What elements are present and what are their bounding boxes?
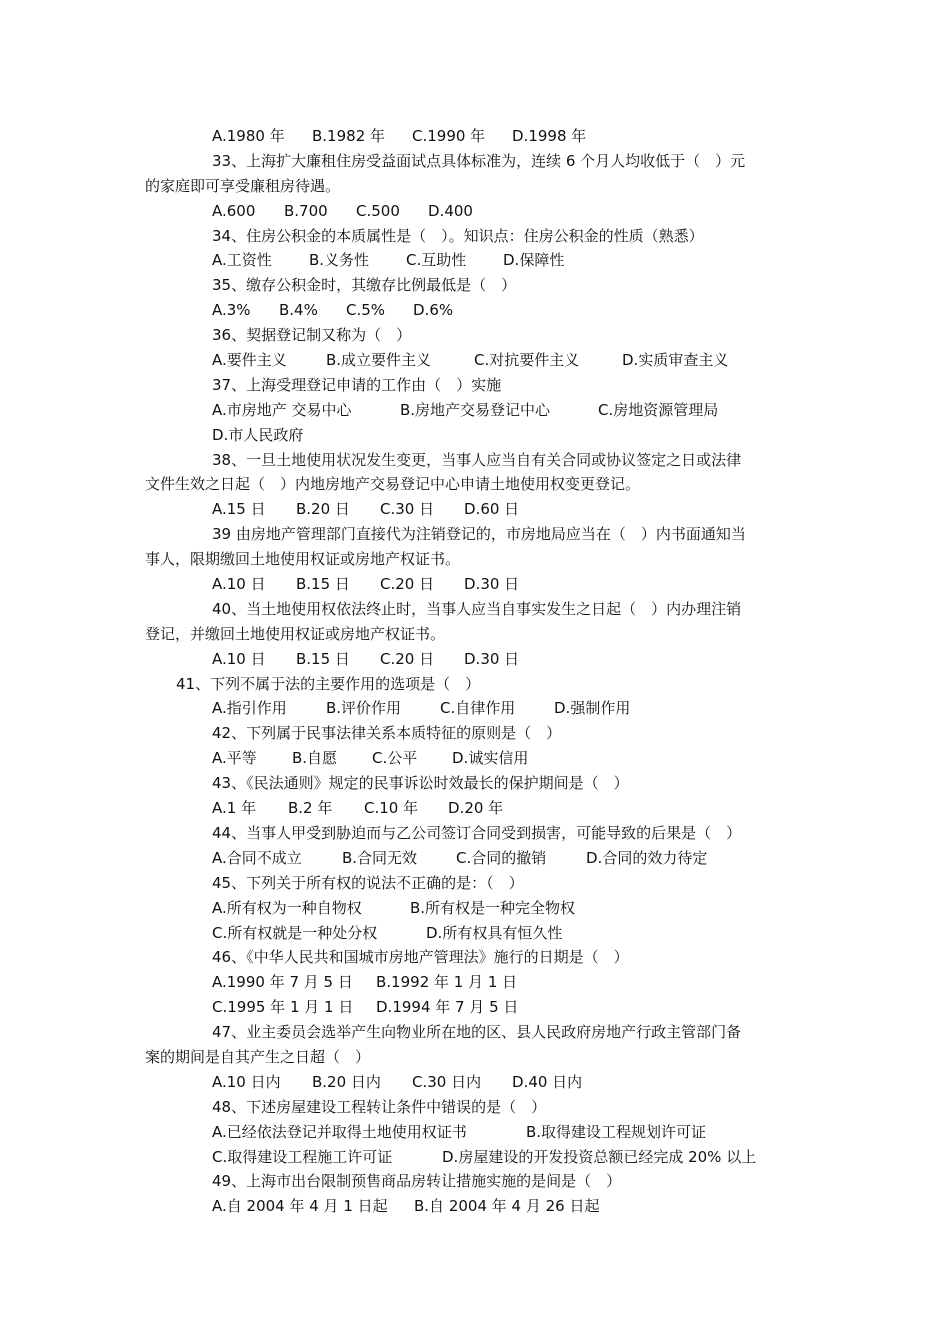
answer-option: C.30 日内 bbox=[412, 1072, 482, 1091]
answer-option: C.5% bbox=[346, 301, 386, 320]
answer-option: A.平等 bbox=[212, 749, 257, 768]
answer-option: D.30 日 bbox=[464, 649, 520, 668]
answer-option: B.15 日 bbox=[296, 649, 350, 668]
answer-option: B.房地产交易登记中心 bbox=[400, 400, 551, 419]
answer-option: D.房屋建设的开发投资总额已经完成 20% 以上 bbox=[442, 1147, 757, 1166]
answer-option: A.3% bbox=[212, 301, 251, 320]
answer-options bbox=[0, 124, 950, 149]
answer-options bbox=[0, 1194, 950, 1219]
answer-option: A.所有权为一种自物权 bbox=[212, 898, 362, 917]
answer-options bbox=[0, 995, 950, 1020]
question-continuation: 事人，限期缴回土地使用权证或房地产权证书。 bbox=[145, 550, 461, 569]
question-text: 44、当事人甲受到胁迫而与乙公司签订合同受到损害，可能导致的后果是（ ） bbox=[212, 823, 742, 842]
question-text: 45、下列关于所有权的说法不正确的是：（ ） bbox=[212, 873, 524, 892]
answer-option: C.500 bbox=[356, 201, 400, 220]
answer-option: D.1994 年 7 月 5 日 bbox=[376, 998, 519, 1017]
answer-options bbox=[0, 298, 950, 323]
answer-options bbox=[0, 199, 950, 224]
answer-option: B.自愿 bbox=[292, 749, 338, 768]
answer-option: B.700 bbox=[284, 201, 328, 220]
answer-options bbox=[0, 696, 950, 721]
answer-option: B.取得建设工程规划许可证 bbox=[526, 1122, 707, 1141]
question-text: 38、一旦土地使用状况发生变更，当事人应当自有关合同或协议签定之日或法律 bbox=[212, 450, 742, 469]
answer-option: D.6% bbox=[413, 301, 454, 320]
answer-option: C.互助性 bbox=[406, 251, 467, 270]
answer-option: A.1 年 bbox=[212, 799, 257, 818]
question-text: 36、契据登记制又称为（ ） bbox=[212, 326, 412, 345]
answer-option: B.合同无效 bbox=[342, 848, 418, 867]
answer-options bbox=[0, 1145, 950, 1170]
answer-option: B.15 日 bbox=[296, 575, 350, 594]
question-text: 47、业主委员会选举产生向物业所在地的区、县人民政府房地产行政主管部门备 bbox=[212, 1023, 742, 1042]
answer-option: B.2 年 bbox=[288, 799, 333, 818]
answer-option: D.保障性 bbox=[503, 251, 565, 270]
answer-options bbox=[0, 1120, 950, 1145]
answer-options bbox=[0, 921, 950, 946]
answer-option: D.强制作用 bbox=[554, 699, 631, 718]
answer-option: C.所有权就是一种处分权 bbox=[212, 923, 378, 942]
answer-option: A.市房地产 交易中心 bbox=[212, 400, 352, 419]
answer-option: C.1990 年 bbox=[412, 127, 486, 145]
answer-options bbox=[0, 423, 950, 448]
answer-option: A.10 日 bbox=[212, 649, 266, 668]
answer-option: C.对抗要件主义 bbox=[474, 351, 580, 370]
answer-option: A.合同不成立 bbox=[212, 848, 302, 867]
answer-option: A.已经依法登记并取得土地使用权证书 bbox=[212, 1122, 467, 1141]
answer-option: B.1982 年 bbox=[312, 127, 386, 145]
question-text: 34、住房公积金的本质属性是（ ）。知识点：住房公积金的性质（熟悉） bbox=[212, 226, 704, 245]
answer-options bbox=[0, 348, 950, 373]
question-continuation: 的家庭即可享受廉租房待遇。 bbox=[145, 176, 341, 195]
answer-option: B.义务性 bbox=[309, 251, 370, 270]
answer-option: D.诚实信用 bbox=[452, 749, 529, 768]
question-text: 40、当土地使用权依法终止时，当事人应当自事实发生之日起（ ）内办理注销 bbox=[212, 599, 742, 618]
answer-option: A.要件主义 bbox=[212, 351, 287, 370]
question-continuation: 登记，并缴回土地使用权证或房地产权证书。 bbox=[145, 624, 446, 643]
question-continuation: 案的期间是自其产生之日超（ ） bbox=[145, 1047, 371, 1066]
answer-option: D.1998 年 bbox=[512, 127, 587, 145]
answer-options bbox=[0, 970, 950, 995]
answer-option: B.评价作用 bbox=[326, 699, 402, 718]
answer-option: D.20 年 bbox=[448, 799, 504, 818]
answer-option: C.1995 年 1 月 1 日 bbox=[212, 998, 354, 1017]
question-continuation: 文件生效之日起（ ）内地房地产交易登记中心申请土地使用权变更登记。 bbox=[145, 475, 641, 494]
answer-option: C.20 日 bbox=[380, 649, 435, 668]
answer-option: B.成立要件主义 bbox=[326, 351, 432, 370]
answer-option: C.30 日 bbox=[380, 500, 435, 519]
answer-option: C.自律作用 bbox=[440, 699, 516, 718]
answer-option: A.自 2004 年 4 月 1 日起 bbox=[212, 1197, 388, 1216]
answer-option: A.1980 年 bbox=[212, 127, 285, 145]
answer-options bbox=[0, 896, 950, 921]
answer-options bbox=[0, 572, 950, 597]
answer-options bbox=[0, 846, 950, 871]
answer-option: C.10 年 bbox=[364, 799, 419, 818]
question-text: 43、《民法通则》规定的民事诉讼时效最长的保护期间是（ ） bbox=[212, 774, 629, 793]
answer-option: B.自 2004 年 4 月 26 日起 bbox=[414, 1197, 600, 1216]
answer-option: D.合同的效力待定 bbox=[586, 848, 708, 867]
answer-option: A.600 bbox=[212, 201, 256, 220]
answer-options bbox=[0, 1070, 950, 1095]
answer-option: C.取得建设工程施工许可证 bbox=[212, 1147, 393, 1166]
answer-options bbox=[0, 746, 950, 771]
answer-option: A.工资性 bbox=[212, 251, 272, 270]
answer-option: A.15 日 bbox=[212, 500, 266, 519]
answer-option: D.60 日 bbox=[464, 500, 520, 519]
answer-option: D.所有权具有恒久性 bbox=[426, 923, 563, 942]
answer-options bbox=[0, 398, 950, 423]
question-text: 37、上海受理登记申请的工作由（ ）实施 bbox=[212, 375, 502, 394]
answer-option: D.40 日内 bbox=[512, 1072, 583, 1091]
question-text: 46、《中华人民共和国城市房地产管理法》施行的日期是（ ） bbox=[212, 948, 629, 967]
question-text: 41、下列不属于法的主要作用的选项是（ ） bbox=[176, 674, 481, 693]
answer-option: D.30 日 bbox=[464, 575, 520, 594]
answer-option: B.所有权是一种完全物权 bbox=[410, 898, 576, 917]
answer-options bbox=[0, 248, 950, 273]
question-text: 48、下述房屋建设工程转让条件中错误的是（ ） bbox=[212, 1097, 547, 1116]
answer-option: D.市人民政府 bbox=[212, 425, 304, 444]
question-text: 35、缴存公积金时，其缴存比例最低是（ ） bbox=[212, 276, 517, 295]
question-text: 49、上海市出台限制预售商品房转让措施实施的是间是（ ） bbox=[212, 1172, 622, 1191]
answer-options bbox=[0, 497, 950, 522]
answer-option: C.公平 bbox=[372, 749, 418, 768]
answer-option: D.实质审查主义 bbox=[622, 351, 729, 370]
answer-option: C.合同的撤销 bbox=[456, 848, 547, 867]
answer-option: B.20 日 bbox=[296, 500, 350, 519]
answer-option: A.10 日 bbox=[212, 575, 266, 594]
answer-option: B.20 日内 bbox=[312, 1072, 381, 1091]
question-text: 42、下列属于民事法律关系本质特征的原则是（ ） bbox=[212, 724, 562, 743]
answer-options bbox=[0, 796, 950, 821]
question-list bbox=[0, 124, 950, 1219]
answer-option: B.1992 年 1 月 1 日 bbox=[376, 973, 518, 992]
answer-option: D.400 bbox=[428, 201, 473, 220]
answer-option: B.4% bbox=[279, 301, 318, 320]
answer-option: C.20 日 bbox=[380, 575, 435, 594]
answer-option: A.指引作用 bbox=[212, 699, 287, 718]
answer-options bbox=[0, 647, 950, 672]
answer-option: A.10 日内 bbox=[212, 1072, 281, 1091]
question-text: 39 由房地产管理部门直接代为注销登记的，市房地局应当在（ ）内书面通知当 bbox=[212, 525, 746, 544]
answer-option: C.房地资源管理局 bbox=[598, 400, 719, 419]
answer-option: A.1990 年 7 月 5 日 bbox=[212, 973, 353, 992]
question-text: 33、上海扩大廉租住房受益面试点具体标准为，连续 6 个月人均收低于（ ）元 bbox=[212, 151, 746, 170]
